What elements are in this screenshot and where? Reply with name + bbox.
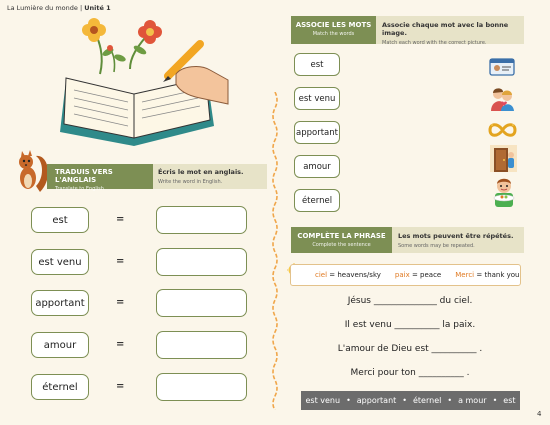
answer-box[interactable] — [156, 289, 247, 317]
word-bank-item: est venu — [305, 396, 341, 405]
translate-word-apportant: apportant — [31, 290, 89, 316]
word-bank — [301, 391, 520, 410]
word-bank-item: éternel — [413, 396, 442, 405]
book-title: La Lumière du monde — [7, 4, 78, 12]
sentence-title: COMPLÈTE LA PHRASE — [297, 232, 386, 240]
translate-word-est: est — [31, 207, 89, 233]
page-divider — [271, 92, 279, 410]
translate-subtitle: Translate to English — [55, 186, 104, 192]
separator: | — [79, 4, 83, 12]
match-word-eternel[interactable]: éternel — [294, 189, 340, 212]
sentence-2: Il est venu __________ la paix. — [344, 320, 476, 330]
word-bank-item: a mour — [458, 396, 487, 405]
equals-sign: = — [116, 339, 125, 350]
infinity-icon[interactable] — [487, 122, 518, 138]
squirrel-icon — [14, 148, 50, 194]
door-icon[interactable] — [490, 145, 517, 172]
match-instruction: Associe chaque mot avec la bonne image. — [382, 21, 509, 37]
translate-banner — [47, 164, 153, 192]
vocabulary-hint — [290, 264, 521, 286]
sentence-banner — [291, 227, 392, 253]
sentence-instruction-box — [392, 227, 524, 253]
translate-title: TRADUIS VERS L'ANGLAIS — [55, 168, 113, 184]
match-title: ASSOCIE LES MOTS — [295, 21, 372, 29]
id-card-icon[interactable] — [489, 57, 515, 77]
sentence-3: L'amour de Dieu est __________ . — [337, 344, 483, 354]
match-word-apportant[interactable]: apportant — [294, 121, 340, 144]
sentence-4: Merci pour ton __________ . — [350, 368, 470, 378]
hug-icon[interactable] — [489, 85, 516, 112]
vocab-word: ciel — [315, 271, 328, 279]
equals-sign: = — [116, 381, 125, 392]
word-bank-separator: • — [402, 396, 407, 405]
running-head — [7, 4, 111, 12]
sentence-1: Jésus ______________ du ciel. — [347, 296, 473, 306]
sentence-instruction-en: Some words may be repeated. — [398, 243, 475, 249]
answer-box[interactable] — [156, 248, 247, 276]
sentence-instruction: Les mots peuvent être répétés. — [398, 232, 514, 240]
page-number: 4 — [537, 410, 542, 418]
vocab-word: Merci — [455, 271, 475, 279]
sentence-subtitle: Complete the sentence — [312, 242, 371, 248]
match-word-est[interactable]: est — [294, 53, 340, 76]
match-word-est-venu[interactable]: est venu — [294, 87, 340, 110]
equals-sign: = — [116, 256, 125, 267]
translate-instruction-box — [153, 164, 267, 189]
unit-label: Unité 1 — [84, 4, 111, 12]
translate-instruction-en: Write the word in English. — [158, 179, 223, 185]
vocab-word: paix — [394, 271, 410, 279]
word-bank-separator: • — [447, 396, 453, 405]
red-flower-icon — [138, 20, 162, 44]
answer-box[interactable] — [156, 206, 247, 234]
match-instruction-box — [376, 16, 524, 44]
word-bank-separator: • — [346, 396, 351, 405]
translate-instruction: Écris le mot en anglais. — [158, 168, 244, 176]
vocab-translation: = heavens/sky — [329, 271, 381, 279]
word-bank-separator: • — [492, 396, 498, 405]
match-word-amour[interactable]: amour — [294, 155, 340, 178]
match-instruction-en: Match each word with the correct picture. — [382, 40, 487, 46]
translate-word-amour: amour — [31, 332, 89, 358]
match-subtitle: Match the words — [312, 31, 355, 37]
yellow-flower-icon — [82, 18, 106, 42]
answer-box[interactable] — [156, 331, 247, 359]
word-bank-item: est — [503, 396, 516, 405]
vocab-translation: = thank you — [476, 271, 520, 279]
equals-sign: = — [116, 214, 125, 225]
equals-sign: = — [116, 297, 125, 308]
word-bank-item: apportant — [356, 396, 397, 405]
translate-word-eternel: éternel — [31, 374, 89, 400]
translate-word-est-venu: est venu — [31, 249, 89, 275]
boy-with-plate-icon[interactable] — [490, 176, 518, 208]
match-banner — [291, 16, 376, 44]
answer-box[interactable] — [156, 373, 247, 401]
book-illustration — [50, 14, 230, 150]
vocab-translation: = peace — [411, 271, 442, 279]
